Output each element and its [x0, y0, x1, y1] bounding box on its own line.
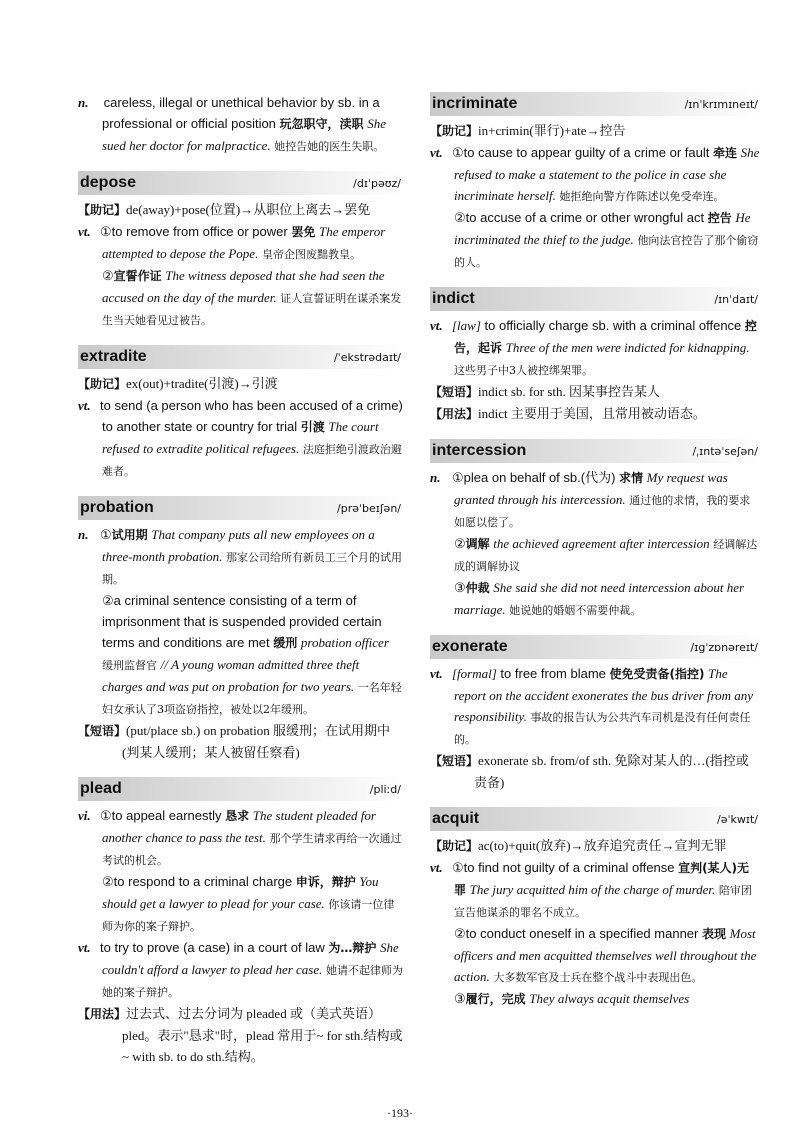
- example-translation: 她请不起律师为她的案子辩护。: [102, 964, 404, 999]
- sense-2: [430, 533, 760, 577]
- right-column: [430, 92, 760, 1024]
- example-translation: 法庭拒绝引渡政治避难者。: [102, 443, 402, 478]
- phrase: [78, 720, 403, 763]
- definition: to respond to a criminal charge: [113, 874, 293, 889]
- part-of-speech: vt.: [430, 860, 443, 875]
- headword-bar: [430, 807, 760, 831]
- entry-exonerate: [430, 635, 760, 793]
- definition: to cause to appear guilty of a crime or fault: [463, 145, 710, 160]
- entry-malpractice-continued: [78, 92, 403, 157]
- sense-number: ②: [454, 926, 466, 941]
- page-number: ·193·: [387, 1106, 413, 1120]
- phonetic: /pliːd/: [369, 782, 401, 796]
- definition: to send (a person who has been accused of a crime) to another state or country for trial: [100, 398, 403, 434]
- headword-bar: [78, 345, 403, 369]
- usage-text: 过去式、过去分词为 pleaded 或（美式英语）pled。表示"恳求"时，plead 常用于~ for sth.结构或~ with sb. to do sth.结构。: [122, 1006, 403, 1064]
- chinese-gloss: 牵连: [712, 146, 737, 160]
- entry-depose: [78, 171, 403, 331]
- sense-number: ③: [454, 580, 466, 595]
- sense-1: [78, 805, 403, 871]
- sense-number: ②: [102, 268, 114, 283]
- headword: depose: [80, 174, 137, 191]
- headword-bar: [78, 171, 403, 195]
- sense-3: [430, 988, 760, 1010]
- entry-probation: [78, 496, 403, 763]
- sense-number: ②: [454, 210, 466, 225]
- example: The witness deposed that she had seen the accused on the day of the murder.: [102, 268, 385, 305]
- example-translation: 她拒绝向警方作陈述以免受牵连。: [559, 190, 725, 203]
- sense-number: ①: [452, 860, 464, 875]
- phrase: [430, 750, 760, 793]
- chinese-gloss: 控告，起诉: [454, 319, 757, 355]
- phrase-text: (put/place sb.) on probation 服缓刑；在试用期中(判某人缓刑；某人被留任察看): [122, 723, 390, 760]
- example-translation: 缓刑监督官: [102, 659, 157, 672]
- example: The student pleaded for another chance to pass the test.: [102, 808, 376, 845]
- example-translation: 这些男子中3人被控绑架罪。: [454, 364, 593, 377]
- phrase: [430, 381, 760, 403]
- definition: to free from blame: [500, 666, 606, 681]
- example-translation: 那家公司给所有新员工三个月的试用期。: [102, 551, 402, 586]
- part-of-speech: vi.: [78, 808, 91, 823]
- headword-bar: [430, 439, 760, 463]
- entry-intercession: [430, 439, 760, 621]
- example: The jury acquitted him of the charge of murder.: [469, 882, 716, 897]
- usage: [78, 1003, 403, 1067]
- definition: a criminal sentence consisting of a term of imprisonment that is suspended provided certain terms and conditions are met: [102, 593, 382, 650]
- chinese-gloss: 仲裁: [465, 581, 490, 595]
- phrase-tag: 【短语】: [78, 724, 127, 738]
- mnemonic-text: de(away)+pose(位置)→从职位上离去→罢免: [126, 202, 371, 217]
- phrase-tag: 【短语】: [430, 385, 479, 399]
- part-of-speech: vt.: [430, 318, 443, 333]
- example-translation: 事故的报告认为公共汽车司机是没有任何责任的。: [454, 711, 751, 746]
- example-translation: 经调解达成的调解协议: [454, 538, 758, 573]
- entry-acquit: [430, 807, 760, 1010]
- sense-number: ②: [102, 874, 114, 889]
- chinese-gloss: 罢免: [291, 225, 316, 239]
- mnemonic-tag: 【助记】: [430, 124, 479, 138]
- chinese-gloss: 使免受责备(指控): [609, 667, 705, 681]
- headword-bar: [430, 92, 760, 116]
- chinese-gloss: 控告: [707, 211, 732, 225]
- phonetic: /ɪgˈzɒnəreɪt/: [690, 640, 758, 654]
- usage-label: [law]: [452, 318, 481, 333]
- example: She refused to make a statement to the police in case she incriminate herself.: [454, 145, 760, 203]
- example: She couldn't afford a lawyer to plead her case.: [102, 940, 399, 977]
- chinese-gloss: 引渡: [300, 420, 325, 434]
- mnemonic: [430, 120, 760, 142]
- chinese-gloss: 玩忽职守，渎职: [279, 117, 364, 131]
- sense-1: [430, 663, 760, 750]
- sense-number: ②: [102, 593, 114, 608]
- sense-number: ②: [454, 536, 466, 551]
- headword: acquit: [432, 810, 480, 827]
- entry-indict: [430, 287, 760, 425]
- mnemonic-text: in+crimin(罪行)+ate→控告: [478, 123, 626, 138]
- entry-plead: [78, 777, 403, 1067]
- sense-2: [78, 871, 403, 937]
- part-of-speech: vt.: [430, 666, 443, 681]
- mnemonic: [78, 199, 403, 221]
- chinese-gloss: 申诉，辩护: [295, 875, 356, 889]
- chinese-gloss: 表现: [701, 927, 726, 941]
- sense-number: ①: [100, 224, 112, 239]
- usage-text: indict 主要用于美国，且常用被动语态。: [478, 406, 706, 421]
- example: You should get a lawyer to plead for your case.: [102, 874, 379, 911]
- part-of-speech: n.: [78, 527, 89, 542]
- chinese-gloss: 恳求: [225, 809, 250, 823]
- headword-bar: [430, 635, 760, 659]
- headword-bar: [430, 287, 760, 311]
- example: the achieved agreement after intercession: [493, 536, 710, 551]
- definition: to appeal earnestly: [111, 808, 222, 823]
- example-translation: 通过他的求情，我的要求如愿以偿了。: [454, 494, 751, 529]
- example-translation: 大多数军官及士兵在整个战斗中表现出色。: [493, 971, 703, 984]
- sense-1: [78, 524, 403, 590]
- headword: plead: [80, 780, 122, 797]
- mnemonic: [78, 373, 403, 395]
- phonetic: /əˈkwɪt/: [717, 812, 758, 826]
- definition: to try to prove (a case) in a court of law: [100, 940, 325, 955]
- example-translation: 证人宣誓证明在谋杀案发生当天她看见过被告。: [102, 292, 402, 327]
- definition: to remove from office or power: [111, 224, 288, 239]
- example-translation: 你该请一位律师为你的案子辩护。: [102, 898, 395, 933]
- part-of-speech: vt.: [78, 398, 91, 413]
- example: She said she did not need intercession about her marriage.: [454, 580, 745, 617]
- part-of-speech: vt.: [430, 145, 443, 160]
- example: The court refused to extradite political refugees.: [102, 419, 379, 456]
- example: // A young woman admitted three theft charges and was put on probation for two years.: [102, 657, 360, 694]
- mnemonic-text: ex(out)+tradite(引渡)→引渡: [126, 376, 278, 391]
- sense-2: [430, 923, 760, 988]
- example-translation: 陪审团宣告他谋杀的罪名不成立。: [454, 884, 752, 919]
- part-of-speech: vt.: [78, 224, 91, 239]
- sense-2: [78, 265, 403, 331]
- chinese-gloss: 求情: [619, 471, 644, 485]
- headword: exonerate: [432, 638, 508, 655]
- usage-label: [formal]: [452, 666, 497, 681]
- phonetic: /ˌɪntəˈseʃən/: [692, 444, 758, 458]
- chinese-gloss: 宣誓作证: [113, 269, 162, 283]
- chinese-gloss: 试用期: [111, 528, 148, 542]
- example-translation: 她说她的婚姻不需要仲裁。: [509, 604, 642, 617]
- example: He incriminated the thief to the judge.: [454, 210, 751, 247]
- headword-bar: [78, 496, 403, 520]
- usage-tag: 【用法】: [430, 407, 479, 421]
- left-column: [78, 92, 403, 1081]
- definition: to accuse of a crime or other wrongful act: [465, 210, 705, 225]
- headword: extradite: [80, 348, 147, 365]
- headword-bar: [78, 777, 403, 801]
- part-of-speech: vt.: [78, 940, 91, 955]
- phonetic: /ɪnˈkrɪmɪneɪt/: [684, 97, 758, 111]
- example: The emperor attempted to depose the Pope.: [102, 224, 386, 261]
- chinese-gloss: 为…辩护: [328, 941, 377, 955]
- sense-1: [430, 467, 760, 533]
- sense-1: [78, 221, 403, 265]
- definition: plea on behalf of sb.(代为): [463, 470, 616, 485]
- sense-1: [430, 315, 760, 381]
- definition: to conduct oneself in a specified manner: [465, 926, 699, 941]
- sense-3: [430, 577, 760, 621]
- sense-number: ①: [452, 145, 464, 160]
- sense-number: ①: [100, 527, 112, 542]
- phrase-tag: 【短语】: [430, 754, 479, 768]
- definition: to find not guilty of a criminal offense: [463, 860, 675, 875]
- part-of-speech: n.: [78, 95, 89, 110]
- phonetic: /prəˈbeɪʃən/: [337, 501, 401, 515]
- example-translation: 她控告她的医生失职。: [274, 140, 385, 153]
- example: She sued her doctor for malpractice.: [102, 116, 386, 153]
- sense-2: [78, 590, 403, 720]
- sense-2: [430, 207, 760, 273]
- example: Most officers and men acquitted themselves well throughout the action.: [454, 926, 757, 984]
- usage: [430, 403, 760, 425]
- sense: [78, 92, 403, 157]
- phonetic: /ɪnˈdaɪt/: [714, 292, 758, 306]
- chinese-gloss: 调解: [465, 537, 490, 551]
- sense-1: [430, 142, 760, 207]
- chinese-gloss: 宣判(某人)无罪: [454, 861, 750, 897]
- part-of-speech: n.: [430, 470, 441, 485]
- mnemonic-tag: 【助记】: [430, 839, 479, 853]
- sense-number: ①: [452, 470, 464, 485]
- headword: probation: [80, 499, 154, 516]
- example-translation: 一名年轻妇女承认了3项盗窃指控，被处以2年缓刑。: [102, 681, 402, 716]
- example: They always acquit themselves: [529, 991, 690, 1006]
- phrase-text: exonerate sb. from/of sth. 免除对某人的…(指控或责备): [474, 753, 749, 790]
- example: Three of the men were indicted for kidnapping.: [505, 340, 750, 355]
- mnemonic-tag: 【助记】: [78, 203, 127, 217]
- phrase-text: indict sb. for sth. 因某事控告某人: [478, 384, 661, 399]
- example-translation: 皇帝企图废黜教皇。: [261, 248, 361, 261]
- mnemonic: [430, 835, 760, 857]
- example-translation: 他向法官控告了那个偷窃的人。: [454, 234, 759, 269]
- chinese-gloss: 缓刑: [273, 636, 298, 650]
- entry-incriminate: [430, 92, 760, 273]
- definition: to officially charge sb. with a criminal offence: [484, 318, 742, 333]
- headword: incriminate: [432, 95, 518, 112]
- example: The report on the accident exonerates the bus driver from any responsibility.: [454, 666, 754, 724]
- example: My request was granted through his intercession.: [454, 470, 728, 507]
- chinese-gloss: 履行，完成: [465, 992, 526, 1006]
- headword: indict: [432, 290, 475, 307]
- usage-tag: 【用法】: [78, 1007, 127, 1021]
- example: That company puts all new employees on a three-month probation.: [102, 527, 375, 564]
- mnemonic-tag: 【助记】: [78, 377, 127, 391]
- sense-number: ③: [454, 991, 466, 1006]
- mnemonic-text: ac(to)+quit(放弃)→放弃追究责任→宣判无罪: [478, 838, 727, 853]
- example: probation officer: [300, 635, 389, 650]
- sense-3: [78, 937, 403, 1003]
- sense-number: ①: [100, 808, 112, 823]
- sense-1: [430, 857, 760, 923]
- example-translation: 那个学生请求再给一次通过考试的机会。: [102, 832, 402, 867]
- headword: intercession: [432, 442, 527, 459]
- sense-1: [78, 395, 403, 482]
- entry-extradite: [78, 345, 403, 482]
- phonetic: /dɪˈpəʊz/: [353, 176, 401, 190]
- phonetic: /ˈekstrədaɪt/: [333, 350, 401, 364]
- definition: careless, illegal or unethical behavior by sb. in a professional or official position: [102, 95, 380, 131]
